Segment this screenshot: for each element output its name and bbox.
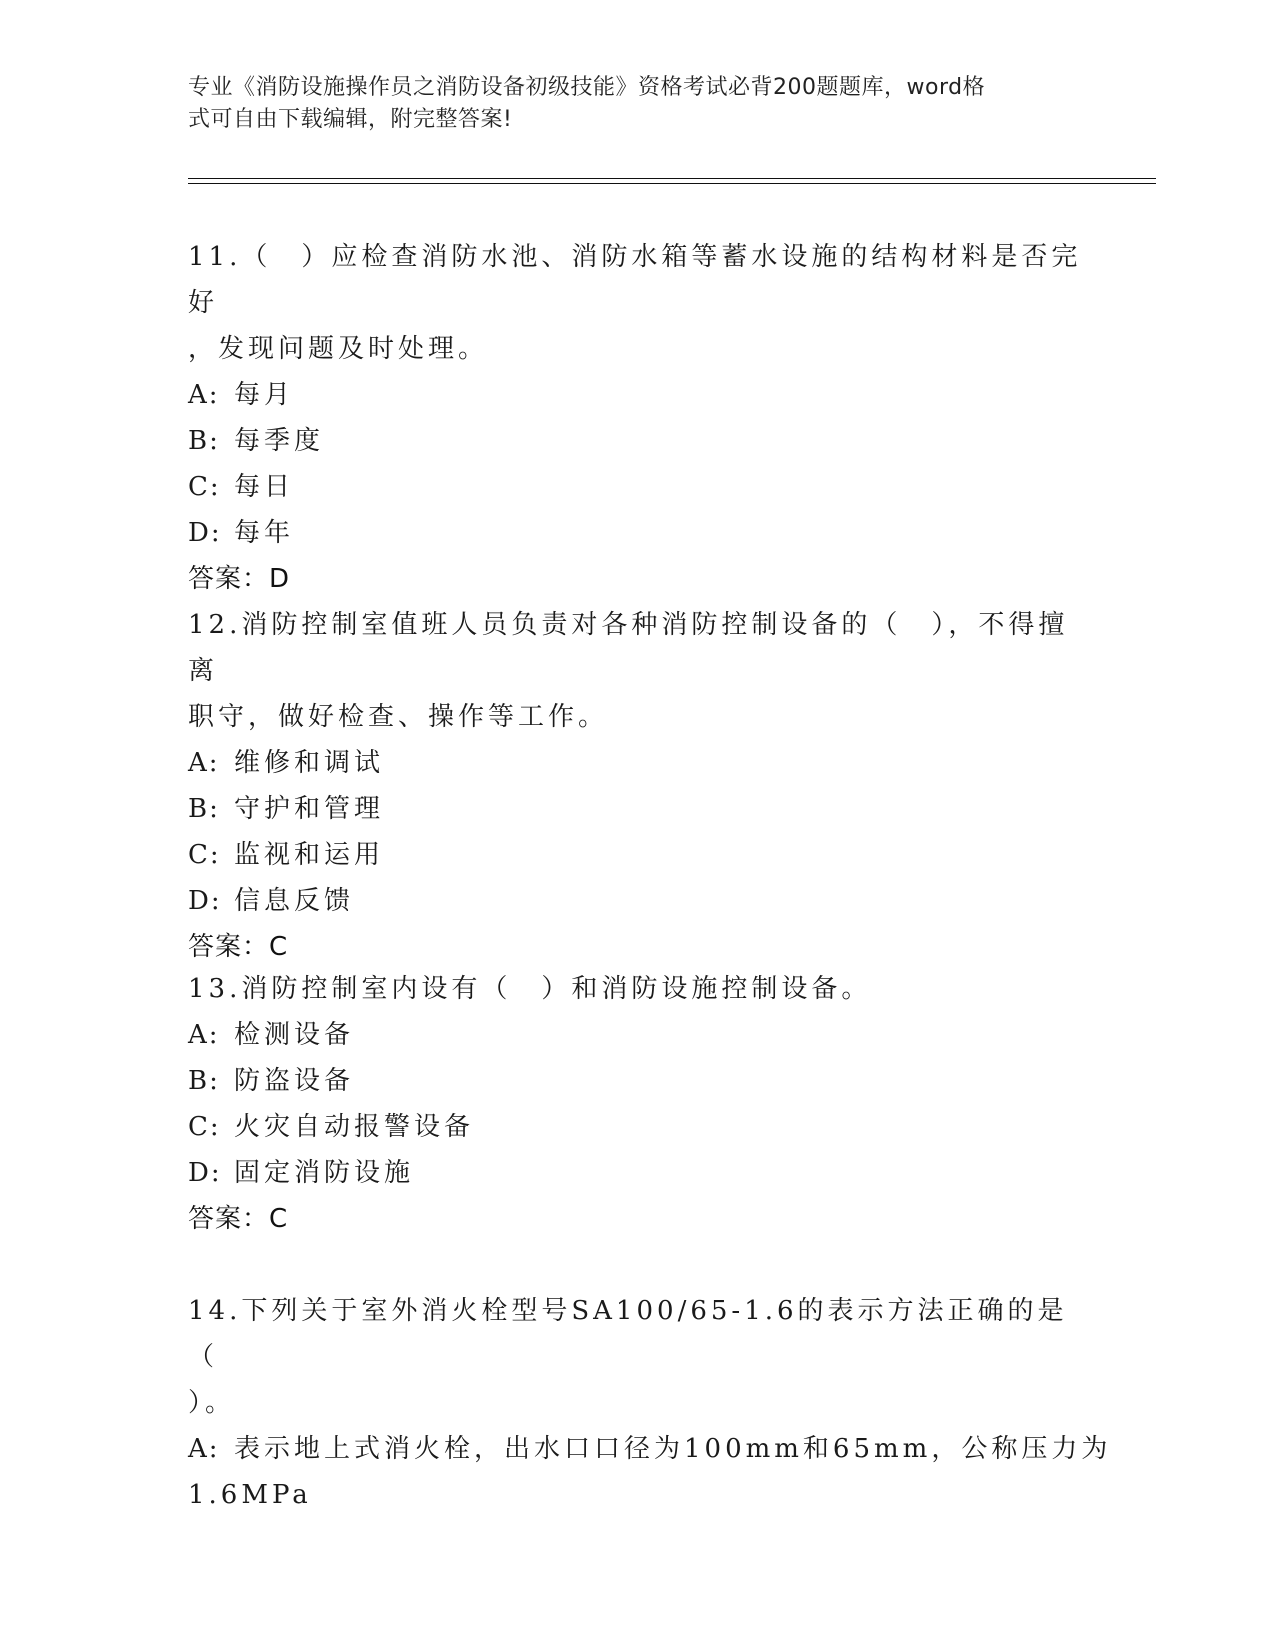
option-text: 每季度 bbox=[234, 426, 325, 456]
option-key: A: bbox=[188, 380, 220, 410]
option-c bbox=[188, 832, 1088, 878]
option-c bbox=[188, 1104, 1088, 1150]
option-text: 火灾自动报警设备 bbox=[234, 1112, 475, 1142]
option-text: 每月 bbox=[234, 380, 295, 410]
question-13 bbox=[188, 966, 1088, 1242]
option-a bbox=[188, 372, 1088, 418]
option-d bbox=[188, 878, 1088, 924]
option-key: C: bbox=[188, 472, 221, 502]
option-key: A: bbox=[188, 748, 220, 778]
question-stem-line-1: 12.消防控制室值班人员负责对各种消防控制设备的（ ），不得擅离 bbox=[188, 610, 1069, 686]
question-stem-line-1: 14.下列关于室外消火栓型号SA100/65-1.6的表示方法正确的是（ bbox=[188, 1296, 1068, 1372]
option-b bbox=[188, 418, 1088, 464]
question-stem-line-1: 13.消防控制室内设有（ ）和消防设施控制设备。 bbox=[188, 974, 872, 1004]
option-key: C: bbox=[188, 1112, 221, 1142]
option-text: 维修和调试 bbox=[234, 748, 385, 778]
header-line-1: 专业《消防设施操作员之消防设备初级技能》资格考试必背200题题库，word格 bbox=[188, 75, 986, 100]
question-stem-line-2: ，发现问题及时处理。 bbox=[188, 334, 489, 364]
option-text: 守护和管理 bbox=[234, 794, 385, 824]
question-stem-line-2: ）。 bbox=[188, 1388, 236, 1418]
question-stem-line-1: 11.（ ）应检查消防水池、消防水箱等蓄水设施的结构材料是否完好 bbox=[188, 242, 1082, 318]
option-continuation: 1.6MPa bbox=[188, 1480, 312, 1510]
option-key: D: bbox=[188, 518, 222, 548]
option-key: C: bbox=[188, 840, 221, 870]
option-key: B: bbox=[188, 794, 220, 824]
document-header bbox=[188, 72, 1078, 136]
option-b bbox=[188, 786, 1088, 832]
option-c bbox=[188, 464, 1088, 510]
option-a bbox=[188, 1426, 1112, 1472]
option-text: 防盗设备 bbox=[234, 1066, 355, 1096]
header-line-2: 式可自由下载编辑，附完整答案! bbox=[188, 107, 513, 132]
option-key: A: bbox=[188, 1434, 220, 1464]
option-a bbox=[188, 1012, 1088, 1058]
option-key: D: bbox=[188, 886, 222, 916]
option-key: B: bbox=[188, 1066, 220, 1096]
option-key: A: bbox=[188, 1020, 220, 1050]
header-divider-top bbox=[188, 178, 1156, 179]
answer-line: 答案：C bbox=[188, 1204, 289, 1234]
option-d bbox=[188, 1150, 1088, 1196]
option-key: D: bbox=[188, 1158, 222, 1188]
option-text: 监视和运用 bbox=[234, 840, 385, 870]
option-key: B: bbox=[188, 426, 220, 456]
answer-line: 答案：D bbox=[188, 564, 291, 594]
option-text: 检测设备 bbox=[234, 1020, 355, 1050]
option-text: 信息反馈 bbox=[234, 886, 355, 916]
question-12 bbox=[188, 602, 1088, 970]
option-d bbox=[188, 510, 1088, 556]
option-a bbox=[188, 740, 1088, 786]
option-text: 表示地上式消火栓，出水口口径为100mm和65mm，公称压力为 bbox=[234, 1434, 1112, 1464]
option-b bbox=[188, 1058, 1088, 1104]
answer-line: 答案：C bbox=[188, 932, 289, 962]
question-11 bbox=[188, 234, 1088, 602]
option-text: 每年 bbox=[234, 518, 295, 548]
option-text: 固定消防设施 bbox=[234, 1158, 415, 1188]
question-stem-line-2: 职守，做好检查、操作等工作。 bbox=[188, 702, 609, 732]
header-divider-bottom bbox=[188, 183, 1156, 184]
option-text: 每日 bbox=[234, 472, 295, 502]
question-14 bbox=[188, 1288, 1112, 1518]
